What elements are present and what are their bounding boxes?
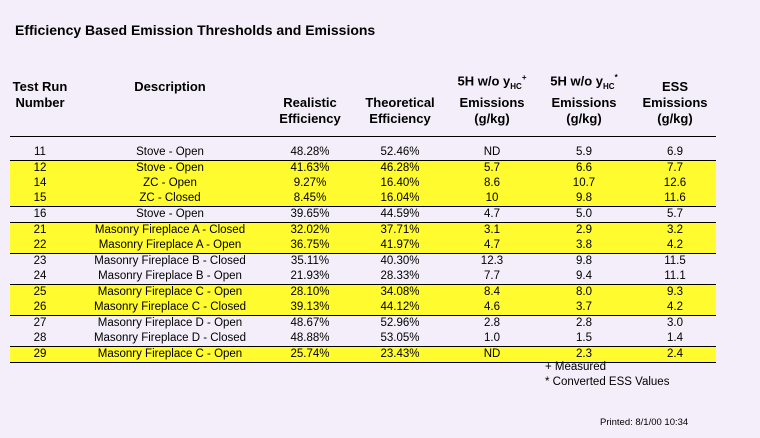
footnote-converted: * Converted ESS Values [545, 376, 670, 388]
cell-h5s: 6.6 [534, 160, 634, 176]
cell-h5s: 2.9 [534, 222, 634, 238]
cell-ess: 4.2 [634, 238, 716, 254]
header-description: Description [70, 70, 270, 136]
cell-real: 36.75% [270, 238, 350, 254]
cell-theo: 34.08% [350, 284, 450, 300]
cell-ess: 5.7 [634, 206, 716, 222]
table-row [10, 315, 716, 331]
cell-h5p: 3.1 [450, 222, 534, 238]
cell-desc: ZC - Closed [70, 191, 270, 207]
cell-ess: 9.3 [634, 284, 716, 300]
cell-h5s: 3.8 [534, 238, 634, 254]
emissions-table [10, 70, 716, 363]
cell-h5s: 3.7 [534, 300, 634, 316]
cell-h5p: 5.7 [450, 160, 534, 176]
table-row [10, 238, 716, 254]
cell-run: 27 [10, 315, 70, 331]
cell-real: 21.93% [290, 269, 330, 282]
cell-theo: 16.04% [350, 191, 450, 207]
cell-real: 41.63% [270, 160, 350, 176]
cell-theo: 53.05% [380, 331, 420, 344]
cell-h5p: ND [450, 346, 534, 362]
header-row [10, 70, 716, 136]
cell-ess: 3.0 [634, 315, 716, 331]
cell-h5s: 2.3 [534, 346, 634, 362]
cell-h5s: 5.9 [576, 145, 592, 158]
header-theoretical-efficiency: Theoretical Efficiency [350, 70, 450, 136]
cell-h5p: 8.6 [450, 176, 534, 191]
cell-h5p: 7.7 [484, 269, 500, 282]
table-row [10, 222, 716, 238]
cell-desc: Stove - Open [70, 160, 270, 176]
cell-ess: 4.2 [634, 300, 716, 316]
cell-run: 11 [34, 145, 46, 158]
cell-theo: 16.40% [350, 176, 450, 191]
cell-desc: Stove - Open [70, 206, 270, 222]
cell-run: 29 [10, 346, 70, 362]
cell-h5p: 4.7 [450, 206, 534, 222]
cell-ess: 1.4 [667, 331, 683, 344]
cell-theo: 44.12% [350, 300, 450, 316]
cell-desc: Masonry Fireplace C - Closed [70, 300, 270, 316]
cell-run: 26 [10, 300, 70, 316]
cell-run: 24 [33, 269, 47, 282]
cell-real: 8.45% [270, 191, 350, 207]
cell-h5p: 1.0 [484, 331, 500, 344]
cell-h5p: 8.4 [450, 284, 534, 300]
cell-h5p: 4.6 [450, 300, 534, 316]
cell-desc: ZC - Open [70, 176, 270, 191]
cell-h5p: 10 [450, 191, 534, 207]
cell-real: 48.88% [290, 331, 330, 344]
cell-theo: 37.71% [350, 222, 450, 238]
cell-theo: 40.30% [350, 253, 450, 269]
cell-real: 48.67% [270, 315, 350, 331]
cell-run: 21 [10, 222, 70, 238]
cell-h5s: 8.0 [534, 284, 634, 300]
cell-theo: 46.28% [350, 160, 450, 176]
cell-h5p: 4.7 [450, 238, 534, 254]
table-row [10, 284, 716, 300]
cell-h5p: ND [483, 145, 501, 158]
table-row [10, 300, 716, 316]
footnotes [545, 360, 669, 390]
header-realistic-efficiency: Realistic Efficiency [270, 70, 350, 136]
cell-ess: 11.1 [664, 269, 686, 282]
cell-theo: 44.59% [350, 206, 450, 222]
cell-run: 23 [10, 253, 70, 269]
cell-desc: Stove - Open [136, 145, 204, 158]
cell-real: 48.28% [290, 145, 330, 158]
cell-run: 14 [10, 176, 70, 191]
cell-real: 39.65% [270, 206, 350, 222]
cell-real: 32.02% [270, 222, 350, 238]
cell-run: 12 [10, 160, 70, 176]
header-5h-converted: 5H w/o $y_{HC}^*$ Emissions (g/kg) [534, 70, 634, 136]
cell-h5s: 9.8 [534, 253, 634, 269]
cell-desc: Masonry Fireplace B - Open [98, 269, 242, 282]
cell-desc: Masonry Fireplace C - Open [70, 346, 270, 362]
cell-real: 25.74% [270, 346, 350, 362]
cell-ess: 6.9 [667, 145, 683, 158]
cell-theo: 52.96% [350, 315, 450, 331]
header-ess-emissions: ESS Emissions (g/kg) [634, 70, 716, 136]
cell-ess: 7.7 [634, 160, 716, 176]
cell-desc: Masonry Fireplace A - Open [70, 238, 270, 254]
cell-desc: Masonry Fireplace A - Closed [70, 222, 270, 238]
cell-run: 15 [10, 191, 70, 207]
cell-h5s: 1.5 [576, 331, 592, 344]
cell-h5s: 2.8 [534, 315, 634, 331]
page-title: Efficiency Based Emission Thresholds and Emissions [15, 22, 376, 38]
table-row [10, 269, 716, 285]
cell-h5p: 12.3 [450, 253, 534, 269]
cell-theo: 28.33% [380, 269, 420, 282]
table-row [10, 176, 716, 191]
cell-theo: 23.43% [350, 346, 450, 362]
cell-ess: 12.6 [634, 176, 716, 191]
footnote-measured: + Measured [545, 361, 607, 373]
cell-desc: Masonry Fireplace B - Closed [70, 253, 270, 269]
table-row [10, 191, 716, 207]
cell-run: 25 [10, 284, 70, 300]
table-row [10, 160, 716, 176]
cell-ess: 2.4 [634, 346, 716, 362]
table-row [10, 145, 716, 161]
cell-h5p: 2.8 [450, 315, 534, 331]
cell-real: 35.11% [270, 253, 350, 269]
cell-real: 39.13% [270, 300, 350, 316]
cell-desc: Masonry Fireplace D - Closed [93, 331, 247, 344]
cell-run: 22 [10, 238, 70, 254]
header-5h-measured: 5H w/o $y_{HC}^+$ Emissions (g/kg) [450, 70, 534, 136]
cell-h5s: 9.4 [576, 269, 592, 282]
cell-ess: 11.6 [634, 191, 716, 207]
cell-h5s: 9.8 [534, 191, 634, 207]
cell-ess: 3.2 [634, 222, 716, 238]
printed-timestamp: Printed: 8/1/00 10:34 [600, 417, 689, 428]
header-test-run: Test Run Number [10, 70, 70, 136]
table-row [10, 253, 716, 269]
cell-real: 9.27% [270, 176, 350, 191]
cell-run: 28 [33, 331, 47, 344]
cell-desc: Masonry Fireplace D - Open [70, 315, 270, 331]
cell-run: 16 [10, 206, 70, 222]
cell-real: 28.10% [270, 284, 350, 300]
table-row [10, 206, 716, 222]
cell-h5s: 10.7 [534, 176, 634, 191]
table-row [10, 331, 716, 347]
cell-theo: 41.97% [350, 238, 450, 254]
cell-h5s: 5.0 [534, 206, 634, 222]
cell-theo: 52.46% [380, 145, 420, 158]
cell-ess: 11.5 [634, 253, 716, 269]
cell-desc: Masonry Fireplace C - Open [70, 284, 270, 300]
